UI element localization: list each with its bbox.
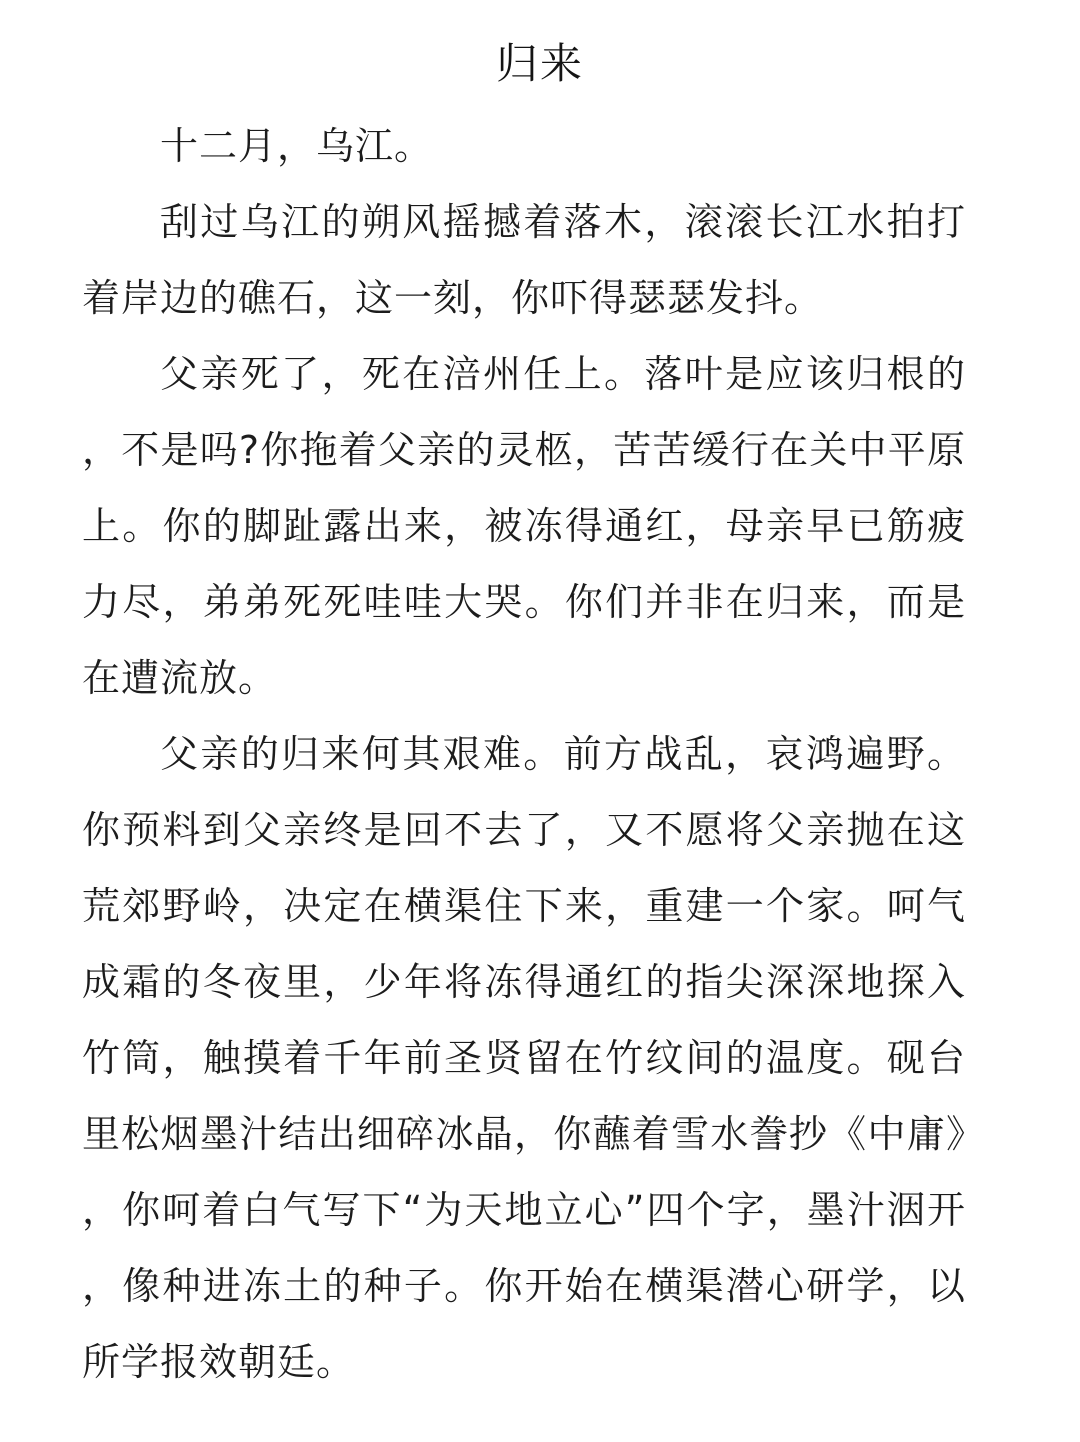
document-body <box>82 108 966 1400</box>
document-title: 归来 <box>495 39 584 88</box>
paragraph: 父亲的归来何其艰难。前方战乱，哀鸿遍野。你预料到父亲终是回不去了，又不愿将父亲抛在这荒郊野岭，决定在横渠住下来，重建一个家。呵气成霜的冬夜里，少年将冻得通红的指尖深深地探入竹筒，触摸着千年前圣贤留在竹纹间的温度。砚台里松烟墨汁结出细碎冰晶，你蘸着雪水誊抄《中庸》，你呵着白气写下“为天地立心”四个字，墨汁洇开，像种进冻土的种子。你开始在横渠潜心研学，以所学报效朝廷。 <box>82 732 966 1384</box>
paragraph: 父亲死了，死在涪州任上。落叶是应该归根的，不是吗?你拖着父亲的灵柩，苦苦缓行在关中平原上。你的脚趾露出来，被冻得通红，母亲早已筋疲力尽，弟弟死死哇哇大哭。你们并非在归来，而是在遭流放。 <box>82 352 966 700</box>
paragraph: 十二月，乌江。 <box>160 124 434 168</box>
paragraph: 刮过乌江的朔风摇撼着落木，滚滚长江水拍打着岸边的礁石，这一刻，你吓得瑟瑟发抖。 <box>82 200 966 320</box>
